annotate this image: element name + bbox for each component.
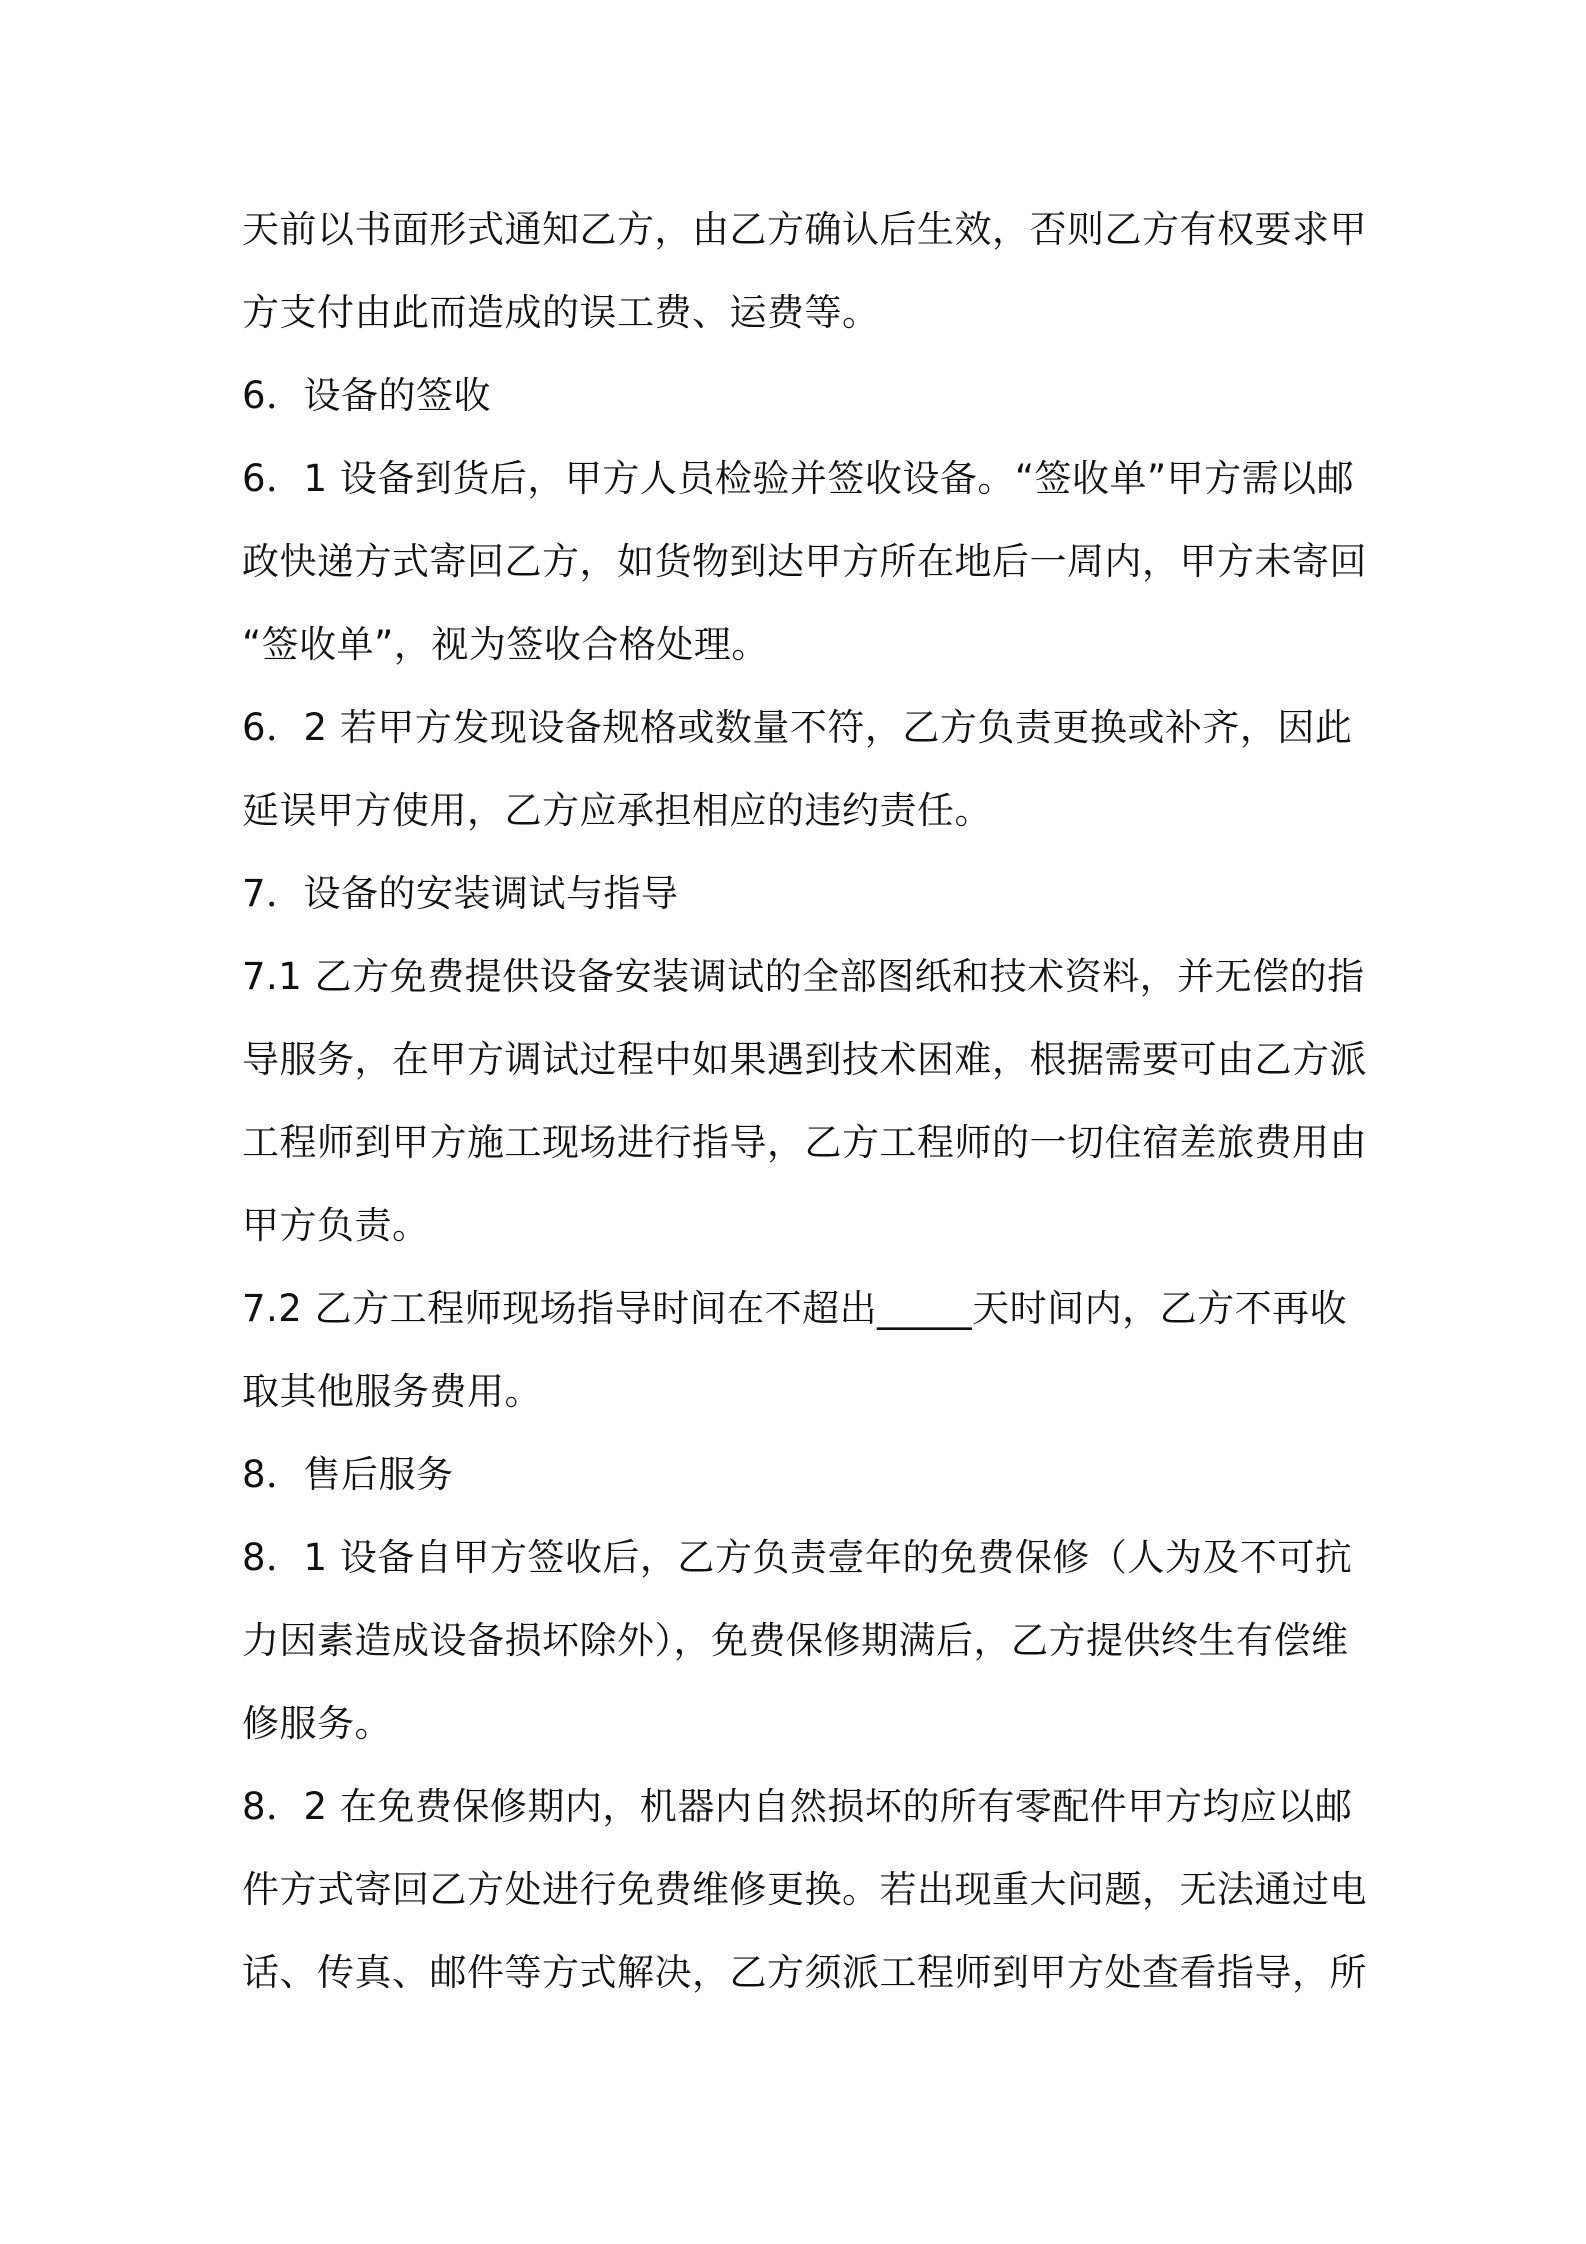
section-heading: 7．设备的安装调试与指导 xyxy=(242,872,679,915)
text-line: 天前以书面形式通知乙方，由乙方确认后生效，否则乙方有权要求甲 xyxy=(242,208,1367,251)
text-line: 件方式寄回乙方处进行免费维修更换。若出现重大问题，无法通过电 xyxy=(242,1868,1367,1911)
text-line: 甲方负责。 xyxy=(242,1204,430,1247)
text-line: 6．2 若甲方发现设备规格或数量不符，乙方负责更换或补齐，因此 xyxy=(242,706,1353,749)
text-line: 8．2 在免费保修期内，机器内自然损坏的所有零配件甲方均应以邮 xyxy=(242,1785,1353,1828)
text-line: 取其他服务费用。 xyxy=(242,1370,542,1413)
document-body xyxy=(242,188,1367,2014)
section-heading: 8．售后服务 xyxy=(242,1453,454,1496)
text-line: 政快递方式寄回乙方，如货物到达甲方所在地后一周内，甲方未寄回 xyxy=(242,540,1367,583)
section-heading: 6．设备的签收 xyxy=(242,374,492,417)
text-line: 延误甲方使用，乙方应承担相应的违约责任。 xyxy=(242,789,992,832)
text-line: 方支付由此而造成的误工费、运费等。 xyxy=(242,291,880,334)
text-line: 6．1 设备到货后，甲方人员检验并签收设备。“签收单”甲方需以邮 xyxy=(242,457,1355,500)
text-line: 导服务，在甲方调试过程中如果遇到技术困难，根据需要可由乙方派 xyxy=(242,1038,1367,1081)
text-line: 7.1 乙方免费提供设备安装调试的全部图纸和技术资料，并无偿的指 xyxy=(242,955,1365,998)
text-line: 7.2 乙方工程师现场指导时间在不超出_____天时间内，乙方不再收 xyxy=(242,1287,1348,1330)
text-line: 话、传真、邮件等方式解决，乙方须派工程师到甲方处查看指导，所 xyxy=(242,1951,1367,1994)
text-line: 工程师到甲方施工现场进行指导，乙方工程师的一切住宿差旅费用由 xyxy=(242,1121,1367,1164)
text-line: “签收单”，视为签收合格处理。 xyxy=(242,623,769,666)
text-line: 力因素造成设备损坏除外），免费保修期满后，乙方提供终生有偿维 xyxy=(242,1619,1349,1662)
text-line: 修服务。 xyxy=(242,1702,392,1745)
text-line: 8．1 设备自甲方签收后，乙方负责壹年的免费保修（人为及不可抗 xyxy=(242,1536,1353,1579)
